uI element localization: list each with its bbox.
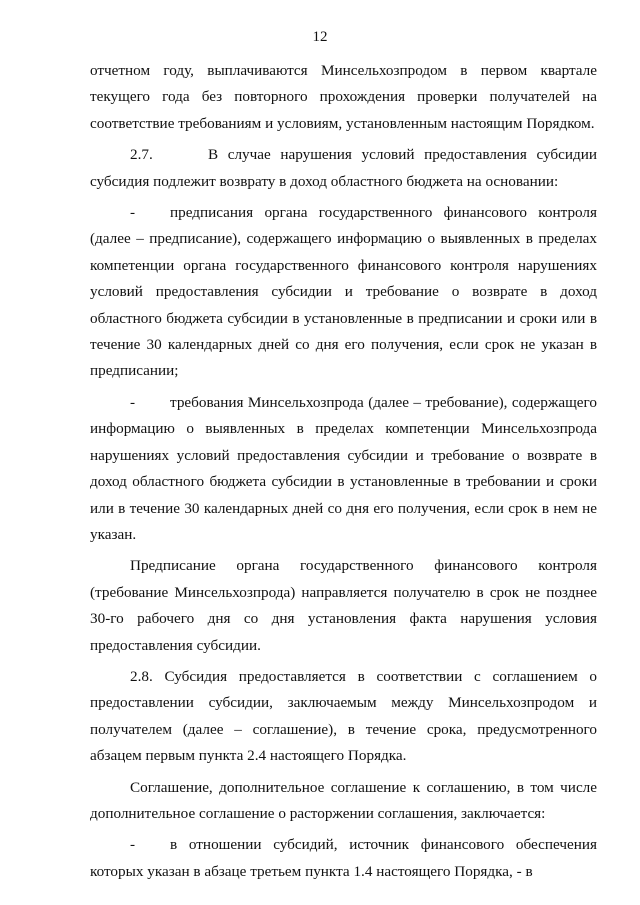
document-body xyxy=(90,58,597,885)
paragraph-agreement: Соглашение, дополнительное соглашение к соглашению, в том числе дополнительное соглашение о расторжении соглашения, заключается: xyxy=(90,778,597,822)
list-item-subsidies-text: в отношении субсидий, источник финансового обеспечения которых указан в абзаце третьем пункта 1.4 настоящего Порядка, - в xyxy=(90,836,597,880)
paragraph-continuation: отчетном году, выплачиваются Минсельхозпродом в первом квартале текущего года без повторного прохождения проверки получателей на соответствие требованиям и условиям, установленным настоящим Порядком. xyxy=(90,62,597,132)
list-dash: - xyxy=(130,204,136,222)
page-number: 12 xyxy=(312,29,328,45)
list-dash: - xyxy=(130,836,136,854)
list-item-subsidies xyxy=(90,832,597,885)
paragraph-prescription-notice: Предписание органа государственного финансового контроля (требование Минсельхозпрода) направляется получателю в срок не позднее 30-го рабочего дня со дня установления факта нарушения условия предоставления субсидии. xyxy=(90,557,597,654)
list-item-requirement-text: требования Минсельхозпрода (далее – требование), содержащего информацию о выявленных в пределах компетенции Минсельхозпрода нарушениях условий предоставления субсидии и требование о возврате в доход областного бюджета субсидии в установленные в требовании и сроки или в течение 30 календарных дней со дня его получения, если срок в нем не указан. xyxy=(90,393,597,543)
list-item-prescription xyxy=(90,200,597,385)
paragraph-2-8: 2.8. Субсидия предоставляется в соответствии с соглашением о предоставлении субсидии, заключаемым между Минсельхозпродом и получателем (далее – соглашение), в течение срока, предусмотренного абзацем первым пункта 2.4 настоящего Порядка. xyxy=(90,667,597,765)
paragraph-2-7-first-line: В случае нарушения условий предоставления субсидии xyxy=(208,146,597,164)
paragraph-2-7-rest: субсидия подлежит возврату в доход областного бюджета на основании: xyxy=(90,172,559,190)
list-dash: - xyxy=(130,393,136,411)
clause-number: 2.7. xyxy=(130,146,153,164)
list-item-prescription-text: предписания органа государственного финансового контроля (далее – предписание), содержащего информацию о выявленных в пределах компетенции органа государственного финансового контроля нарушениях условий предоставления субсидии и требование о возврате в доход областного бюджета субсидии в установленные в предписании и сроки или в течение 30 календарных дней со дня его получения, если срок не указан в предписании; xyxy=(90,204,597,380)
list-item-requirement xyxy=(90,390,597,548)
paragraph-2-7 xyxy=(90,142,597,195)
